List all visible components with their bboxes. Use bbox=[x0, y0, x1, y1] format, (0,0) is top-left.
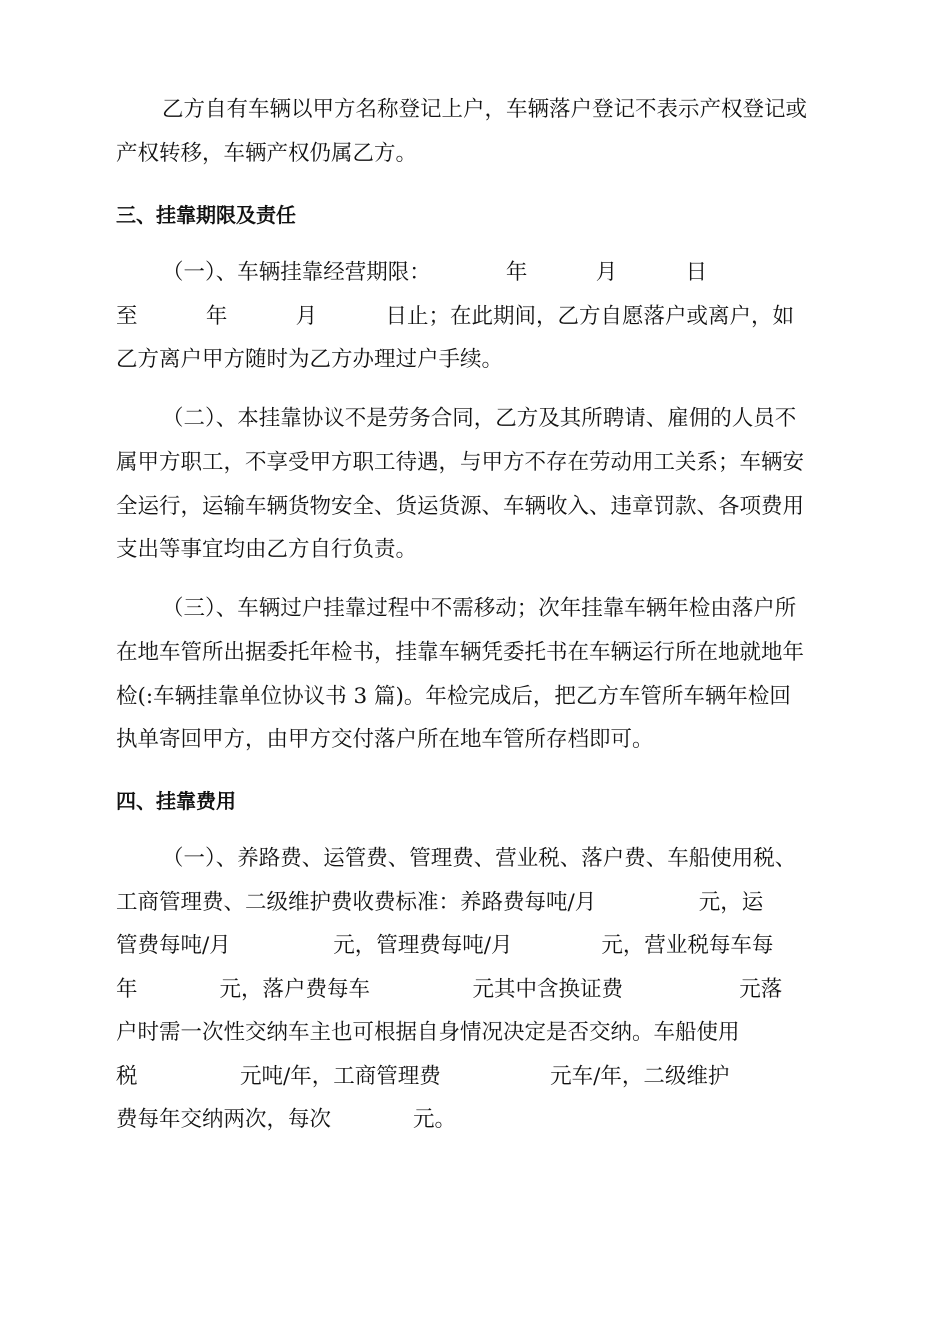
paragraph-line: 支出等事宜均由乙方自行负责。 bbox=[116, 537, 418, 562]
paragraph-line: 管费每吨/月 元，管理费每吨/月 元，营业税每车每 bbox=[116, 933, 774, 958]
paragraph-line: 税 元吨/年，工商管理费 元车/年，二级维护 bbox=[116, 1064, 730, 1089]
paragraph-line: 乙方离户甲方随时为乙方办理过户手续。 bbox=[116, 347, 504, 372]
paragraph-line: 全运行，运输车辆货物安全、货运货源、车辆收入、违章罚款、各项费用 bbox=[116, 494, 805, 519]
section-heading: 三、挂靠期限及责任 bbox=[116, 203, 296, 227]
paragraph-line: 检(:车辆挂靠单位协议书 3 篇)。年检完成后，把乙方车管所车辆年检回 bbox=[116, 684, 791, 709]
paragraph-line: （一）、车辆挂靠经营期限： 年 月 日 bbox=[162, 260, 708, 285]
paragraph-line: 产权转移，车辆产权仍属乙方。 bbox=[116, 141, 418, 166]
paragraph-line: 工商管理费、二级维护费收费标准：养路费每吨/月 元，运 bbox=[116, 890, 764, 915]
paragraph-line: （三）、车辆过户挂靠过程中不需移动；次年挂靠车辆年检由落户所 bbox=[162, 596, 797, 621]
paragraph-line: （一）、养路费、运管费、管理费、营业税、落户费、车船使用税、 bbox=[162, 846, 797, 871]
section-heading: 四、挂靠费用 bbox=[116, 789, 236, 813]
paragraph-line: 执单寄回甲方，由甲方交付落户所在地车管所存档即可。 bbox=[116, 727, 654, 752]
paragraph-line: 乙方自有车辆以甲方名称登记上户，车辆落户登记不表示产权登记或 bbox=[162, 97, 808, 122]
paragraph-line: 在地车管所出据委托年检书，挂靠车辆凭委托书在车辆运行所在地就地年 bbox=[116, 640, 805, 665]
paragraph-line: 户时需一次性交纳车主也可根据自身情况决定是否交纳。车船使用 bbox=[116, 1020, 740, 1045]
paragraph-line: （二）、本挂靠协议不是劳务合同，乙方及其所聘请、雇佣的人员不 bbox=[162, 406, 797, 431]
paragraph-line: 至 年 月 日止；在此期间，乙方自愿落户或离户，如 bbox=[116, 304, 795, 329]
paragraph-line: 属甲方职工，不享受甲方职工待遇，与甲方不存在劳动用工关系；车辆安 bbox=[116, 450, 805, 475]
paragraph-line: 年 元，落户费每车 元其中含换证费 元落 bbox=[116, 977, 783, 1002]
paragraph-line: 费每年交纳两次，每次 元。 bbox=[116, 1107, 457, 1132]
